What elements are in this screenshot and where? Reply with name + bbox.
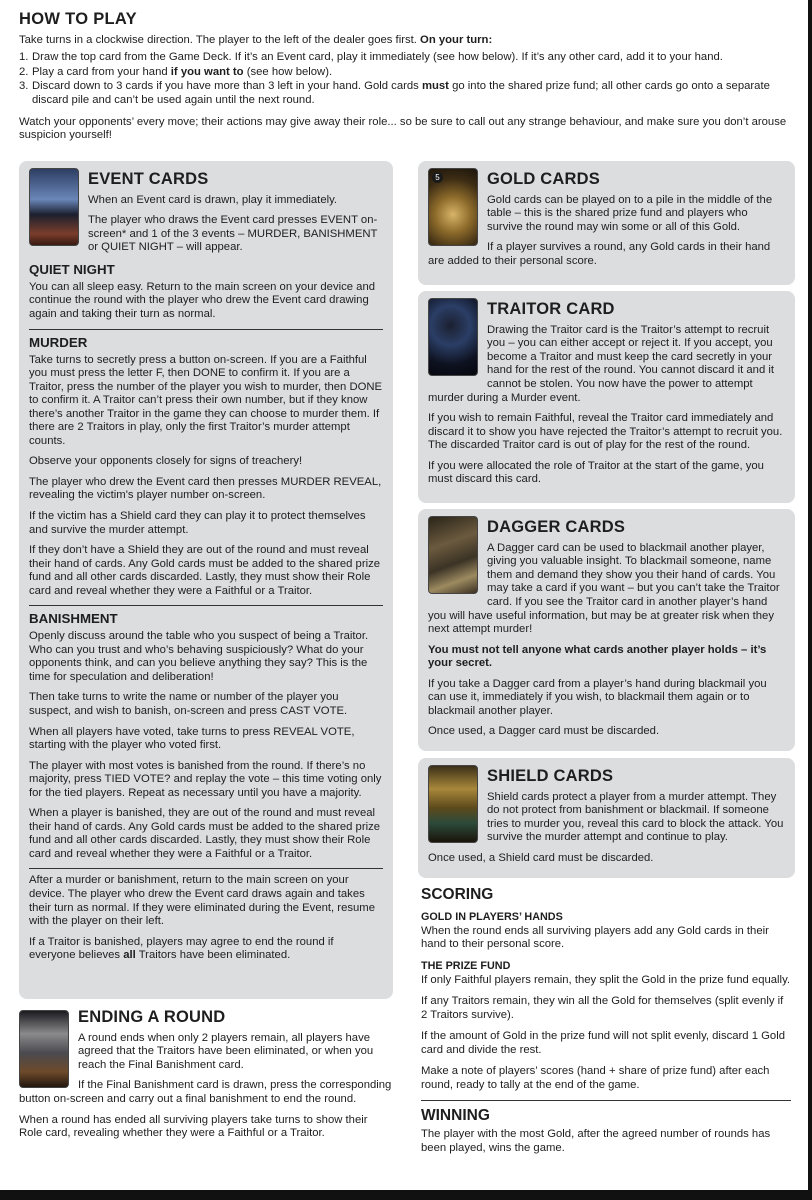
- banishment-title: BANISHMENT: [29, 611, 118, 627]
- ending-text: If the Final Banishment card is drawn, press the corresponding button on-screen and carry out a final banishment to end the round.: [19, 1079, 392, 1105]
- event-cards-title: EVENT CARDS: [88, 170, 209, 188]
- event-card-image: [29, 168, 79, 246]
- gold-cards-title: GOLD CARDS: [487, 170, 600, 188]
- gold-cards-box: [418, 161, 795, 285]
- scoring-text: When the round ends all surviving players add any Gold cards in their hand to their personal score.: [421, 924, 769, 951]
- scoring-text: If the amount of Gold in the prize fund will not split evenly, discard 1 Gold card and divide the rest.: [421, 1030, 785, 1056]
- murder-text: Take turns to secretly press a button on-screen. If you are a Faithful you must press the letter F, then DONE to confirm it. If you are a Traitor, press the number of the player you wish to murder, then DONE to confirm it. A Traitor can’t press their own number, but if they know there’s another Traitor in the game they can choose to murder them. If there are 2 Traitors in play, only the first Traitor’s murder attempt counts.: [29, 353, 383, 447]
- event-cards-text: When an Event card is drawn, play it immediately.: [88, 193, 338, 206]
- traitor-card-image: [428, 298, 478, 376]
- divider: [421, 1100, 791, 1101]
- traitor-card-text: Drawing the Traitor card is the Traitor’s attempt to recruit you – you can either accept or reject it. If you accept, you become a Traitor and must keep the card secretly in your hand for the rest of the round. You cannot discard it and it cannot be stolen. You now have the power to attempt murder during a Murder event.: [428, 323, 775, 404]
- dagger-cards-text: If you take a Dagger card from a player’s hand during blackmail you can use it, immediately if you wish, to blackmail them again or to blackmail another player.: [428, 677, 767, 717]
- prize-fund-title: THE PRIZE FUND: [421, 959, 511, 972]
- divider: [29, 868, 383, 869]
- event-cards-box: [19, 161, 393, 999]
- murder-text: If the victim has a Shield card they can play it to protect themselves and survive the murder attempt.: [29, 510, 366, 536]
- banishment-text: When all players have voted, take turns to press REVEAL VOTE, starting with the player who voted first.: [29, 725, 355, 752]
- dagger-card-image: [428, 516, 478, 594]
- winning-title: WINNING: [421, 1107, 490, 1125]
- traitor-card-text: If you wish to remain Faithful, reveal the Traitor card immediately and discard it to show you have rejected the Traitor’s attempt to recruit you. The discarded Traitor card is out of play for the rest of the round.: [428, 412, 783, 452]
- scoring-text: If any Traitors remain, they win all the Gold for themselves (split evenly if 2 Traitors survive).: [421, 995, 784, 1021]
- shield-cards-text: Once used, a Shield card must be discarded.: [428, 851, 654, 864]
- gold-in-hands-title: GOLD IN PLAYERS’ HANDS: [421, 910, 563, 923]
- murder-text: Observe your opponents closely for signs of treachery!: [29, 455, 303, 468]
- traitor-card-title: TRAITOR CARD: [487, 300, 615, 318]
- dagger-cards-text: Once used, a Dagger card must be discarded.: [428, 725, 660, 738]
- banishment-text: Then take turns to write the name or number of the player you suspect, and wish to banish, on-screen and press CAST VOTE.: [29, 691, 348, 717]
- step-3: 3. Discard down to 3 cards if you have more than 3 left in your hand. Gold cards must go into the shared prize fund; all other cards go onto a separate discard pile and can’t be used again until the next round.: [19, 80, 770, 106]
- ending-text: When a round has ended all surviving players take turns to show their Role card, revealing whether they were a Faithful or a Traitor.: [19, 1113, 368, 1140]
- how-to-play-title: HOW TO PLAY: [19, 10, 137, 28]
- how-to-play-section: [19, 10, 789, 147]
- divider: [29, 605, 383, 606]
- event-cards-text: The player who draws the Event card presses EVENT on-screen* and 1 of the 3 events – MURDER, BANISHMENT or QUIET NIGHT – will appear.: [88, 214, 378, 254]
- scoring-section: [421, 886, 791, 1163]
- murder-text: The player who drew the Event card then presses MURDER REVEAL, revealing the victim's player number on-screen.: [29, 475, 382, 502]
- turn-steps: [19, 51, 789, 107]
- gold-value-badge: 5: [432, 172, 443, 183]
- after-event-text: After a murder or banishment, return to the main screen on your device. The player who drew the Event card draws again and takes their turn as normal. If they were eliminated during the Event, resume with the player on their left.: [29, 874, 375, 928]
- gold-cards-text: Gold cards can be played on to a pile in the middle of the table – this is the shared prize fund and players who survive the round may win some or all of this Gold.: [487, 193, 773, 233]
- ending-a-round-section: [19, 1006, 393, 1148]
- traitor-card-box: [418, 291, 795, 503]
- ending-text: A round ends when only 2 players remain, all players have agreed that the Traitors have been eliminated, or when you reach the Final Banishment card.: [78, 1031, 374, 1071]
- shield-card-image: [428, 765, 478, 843]
- scoring-title: SCORING: [421, 886, 494, 903]
- step-1: 1. Draw the top card from the Game Deck. If it’s an Event card, play it immediately (see how below). If it’s any other card, add it to your hand.: [19, 51, 723, 64]
- dagger-cards-box: [418, 509, 795, 751]
- step-2: 2. Play a card from your hand if you want to (see how below).: [19, 65, 333, 78]
- intro-text: Take turns in a clockwise direction. The player to the left of the dealer goes first. On your turn:: [19, 33, 493, 46]
- traitor-banished-text: If a Traitor is banished, players may agree to end the round if everyone believes all Traitors have been eliminated.: [29, 935, 334, 962]
- dagger-secret-text: You must not tell anyone what cards another player holds – it’s your secret.: [428, 643, 767, 670]
- banishment-text: The player with most votes is banished from the round. If there’s no majority, press TIED VOTE? and replay the vote – this time voting only for the tied players. Repeat as necessary until you have a majority.: [29, 759, 382, 799]
- banishment-text: Openly discuss around the table who you suspect of being a Traitor. Who can you trust and who’s behaving suspiciously? What do your opponents think, and can you believe anything they say? This is the time for speculation and deliberation!: [29, 630, 369, 683]
- dagger-cards-title: DAGGER CARDS: [487, 518, 626, 536]
- banishment-text: When a player is banished, they are out of the round and must reveal their hand of cards. Any Gold cards must be added to the shared prize fund and all other cards discarded. Lastly, they must show their Role card and reveal whether they were a Faithful or a Traitor.: [29, 807, 381, 860]
- traitor-card-text: If you were allocated the role of Traitor at the start of the game, you must discard this card.: [428, 459, 764, 486]
- divider: [29, 329, 383, 330]
- scoring-text: If only Faithful players remain, they split the Gold in the prize fund equally.: [421, 973, 791, 986]
- quiet-night-text: You can all sleep easy. Return to the main screen on your device and continue the round with the player who drew the Event card drawing again and taking their turn as normal.: [29, 280, 376, 321]
- final-banishment-card-image: [19, 1010, 69, 1088]
- winning-text: The player with the most Gold, after the agreed number of rounds has been played, wins the game.: [421, 1128, 771, 1154]
- shield-cards-box: [418, 758, 795, 878]
- gold-card-image: [428, 168, 478, 246]
- shield-cards-title: SHIELD CARDS: [487, 767, 614, 785]
- gold-cards-text: If a player survives a round, any Gold cards in their hand are added to their personal score.: [428, 241, 771, 267]
- murder-title: MURDER: [29, 334, 88, 350]
- dagger-cards-text: A Dagger card can be used to blackmail another player, giving you valuable insight. To blackmail someone, name them and demand they show you their hand of cards. You may take a card if you want – but you can’t take the Traitor card. If you see the Traitor card in another player’s hand you will have useful information, but may be at greater risk when they next attempt murder!: [428, 541, 780, 636]
- quiet-night-title: QUIET NIGHT: [29, 261, 115, 277]
- watch-text: Watch your opponents’ every move; their actions may give away their role... so be sure to call out any strange behaviour, and make sure you don’t arouse suspicion yourself!: [19, 115, 787, 142]
- shield-cards-text: Shield cards protect a player from a murder attempt. They do not protect from banishment or blackmail. If someone tries to murder you, reveal this card to block the attack. You survive the murder attempt and continue to play.: [487, 790, 784, 844]
- ending-a-round-title: ENDING A ROUND: [78, 1008, 226, 1026]
- murder-text: If they don’t have a Shield they are out of the round and must reveal their hand of cards. Any Gold cards must be added to the shared prize fund and all other cards discarded. Lastly, they must show their Role card and reveal whether they were a Faithful or a Traitor.: [29, 544, 381, 597]
- scoring-text: Make a note of players’ scores (hand + share of prize fund) after each round, ready to tally at the end of the game.: [421, 1065, 770, 1091]
